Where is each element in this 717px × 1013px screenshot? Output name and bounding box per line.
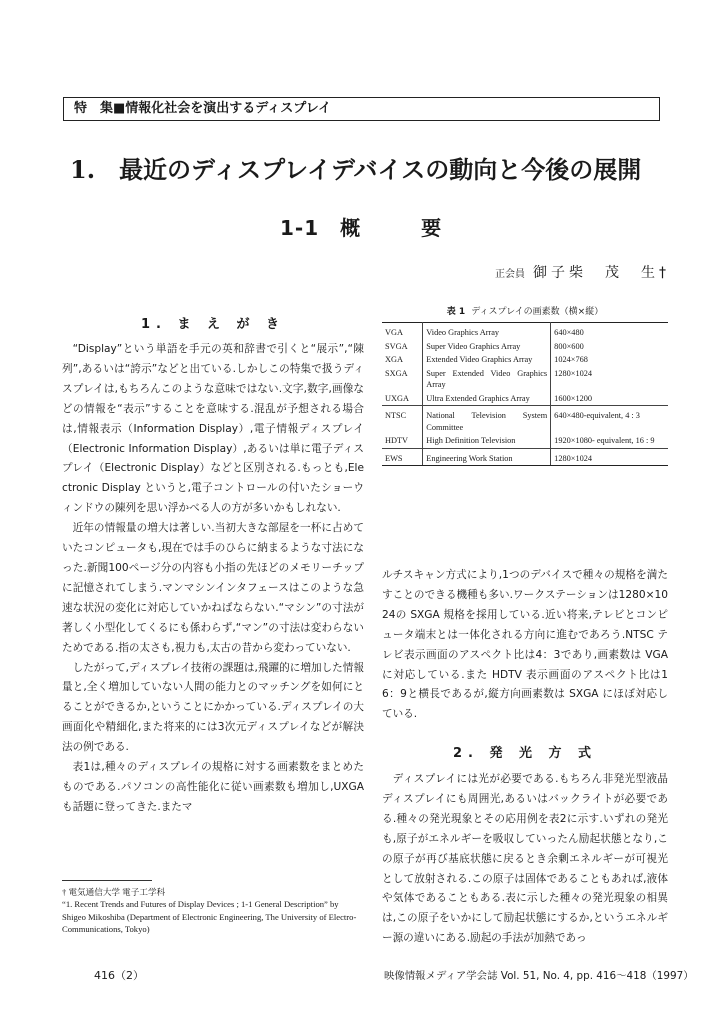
table-row <box>382 367 668 392</box>
table-cell-abbr: UXGA <box>382 392 423 406</box>
table-cell-name: Super Video Graphics Array <box>423 340 551 354</box>
table-cell-name: National Television System Committee <box>423 406 551 435</box>
table-cell-name: Extended Video Graphics Array <box>423 353 551 367</box>
paragraph: したがって,ディスプレイ技術の課題は,飛躍的に増加した情報量と,全く増加していない人間の能力とのマッチングを如何にとることができるか,ということにかかっている.ディスプレイの大画面化や精細化,また将来的には3次元ディスプレイなどが解決法の例である. <box>62 661 364 754</box>
paragraph: ディスプレイには光が必要である.もちろん非発光型液晶ディスプレイにも周囲光,あるいはバックライトが必要である.種々の発光現象とその応用例を表2に示す.いずれの発光も,原子がエネルギーを吸収していったん励起状態となり,この原子が再び基底状態に戻るとき余剰エネルギーが可視光として放射される.この原子は固体であることもあれば,液体や気体であることもある.表に示した種々の発光現象の相異は,この原子をいかにして励起状態にするか,というエネルギー源の違いにある.励起の手法が加熱であっ <box>382 773 668 945</box>
paragraph: “Display”という単語を手元の英和辞書で引くと“展示”,“陳列”,あるいは“誇示”などと出ている.しかしこの特集で扱うディスプレイは,もちろんこのような意味ではない.文字,数字,画像などの情報を“表示”することを意味する.混乱が予想される場合は,情報表示（Information Display）,電子情報ディスプレイ（Electronic Information Display）,あるいは単に電子ディスプレイ（Electronic Display）などと区別される.もっとも,Electronic Display というと,電子コントロールの付いたショーウィンドウの陳列を思い浮かべる人の方が多いかもしれない. <box>62 343 364 515</box>
article-title <box>70 150 690 185</box>
table-cell-resolution: 1024×768 <box>554 355 588 364</box>
table-row <box>382 392 668 406</box>
article-number: 1. <box>70 155 96 184</box>
table-cell-abbr: SVGA <box>382 340 423 354</box>
display-resolution-table <box>382 322 668 466</box>
page-number: 416（2） <box>94 969 144 982</box>
paragraph: ルチスキャン方式により,1つのデバイスで種々の規格を満たすことのできる機種も多い.ワークステーションは1280×1024の SXGA 規格を採用している.近い将来,テレビとコンピュータ端末とは一体化される方向に進むであろう.NTSC テレビ表示画面のアスペクト比は4：3であり,画素数は VGA に対応している.また HDTV 表示画面のアスペクト比は16：9と横長であるが,縦方向画素数は SXGA にほぼ対応している. <box>382 569 668 721</box>
table-1-label: 表 1 <box>446 307 466 317</box>
table-cell-name: Video Graphics Array <box>423 323 551 340</box>
section-1-heading: 1. ま え が き <box>140 317 286 332</box>
table-cell-resolution: 640×480 <box>551 323 668 340</box>
feature-banner: 特 集■情報化社会を演出するディスプレイ <box>63 97 660 121</box>
footnote-divider <box>62 880 152 881</box>
table-cell-name: Engineering Work Station <box>423 448 551 466</box>
table-row <box>382 323 668 340</box>
table-cell-resolution: 800×600 <box>554 341 584 351</box>
section-1-body <box>62 340 364 818</box>
table-cell-abbr: EWS <box>382 448 423 466</box>
table-cell-abbr: SXGA <box>382 367 423 392</box>
table-row <box>382 406 668 435</box>
section-2-body <box>382 770 668 949</box>
table-1-caption-text: ディスプレイの画素数（横×縦） <box>471 307 604 317</box>
author-line <box>470 262 670 282</box>
table-cell-resolution: 640×480-equivalent, 4 : 3 <box>551 406 668 435</box>
paragraph: 近年の情報量の増大は著しい.当初大きな部屋を一杯に占めていたコンピュータも,現在では手のひらに納まるような寸法になった.新聞100ページ分の内容も小指の先ほどのメモリーチップに記憶されてしまう.マンマシンインタフェースはこのような急速な状況の変化に対応していかねばならない.“マシン”の寸法が著しく小型化してくるにも係わらず,“マン”の寸法は変わらないためである.指の太さも,視力も,太古の昔から変わっていない. <box>62 522 364 654</box>
footnote <box>62 886 362 936</box>
footnote-affiliation: † 電気通信大学 電子工学科 <box>62 887 166 897</box>
table-1-caption <box>382 304 668 317</box>
subtitle-number: 1-1 概 <box>280 216 362 240</box>
table-cell-name: High Definition Television <box>423 434 551 448</box>
table-cell-name: Ultra Extended Graphics Array <box>423 392 551 406</box>
table-cell-resolution: 1280×1024 <box>551 448 668 466</box>
table-row <box>382 353 668 367</box>
article-subtitle <box>280 212 442 241</box>
table-cell-abbr: HDTV <box>382 434 423 448</box>
table-cell-resolution: 1280×1024 <box>554 368 593 378</box>
table-cell-abbr: VGA <box>382 323 423 340</box>
table-cell-resolution: 1600×1200 <box>554 393 593 403</box>
author-rank: 正会員 <box>495 269 525 280</box>
table-cell-abbr: XGA <box>382 353 423 367</box>
author-name: 御子柴 茂 生† <box>533 265 670 281</box>
paragraph: 表1は,種々のディスプレイの規格に対する画素数をまとめたものである.パソコンの高性能化に従い画素数も増加し,UXGA も話題に登ってきた.またマ <box>62 761 364 813</box>
section-2-heading: 2. 発 光 方 式 <box>452 746 598 761</box>
footnote-english-title: “1. Recent Trends and Futures of Display Devices ; 1-1 General Description” by Shigeo Mikoshiba (Department of Electronic Engineering, The University of Electro-Communications, Tokyo) <box>62 899 357 935</box>
article-title-text: 最近のディスプレイデバイスの動向と今後の展開 <box>119 156 642 184</box>
right-column-continuation <box>382 566 668 725</box>
table-cell-resolution: 1920×1080- equivalent, 16 : 9 <box>554 436 655 445</box>
table-row <box>382 448 668 466</box>
table-cell-name: Super Extended Video Graphics Array <box>423 367 551 392</box>
table-row <box>382 340 668 354</box>
table-cell-abbr: NTSC <box>382 406 423 435</box>
subtitle-char: 要 <box>421 216 443 240</box>
journal-citation: 映像情報メディア学会誌 Vol. 51, No. 4, pp. 416～418（1997） <box>384 970 694 982</box>
table-row <box>382 434 668 448</box>
